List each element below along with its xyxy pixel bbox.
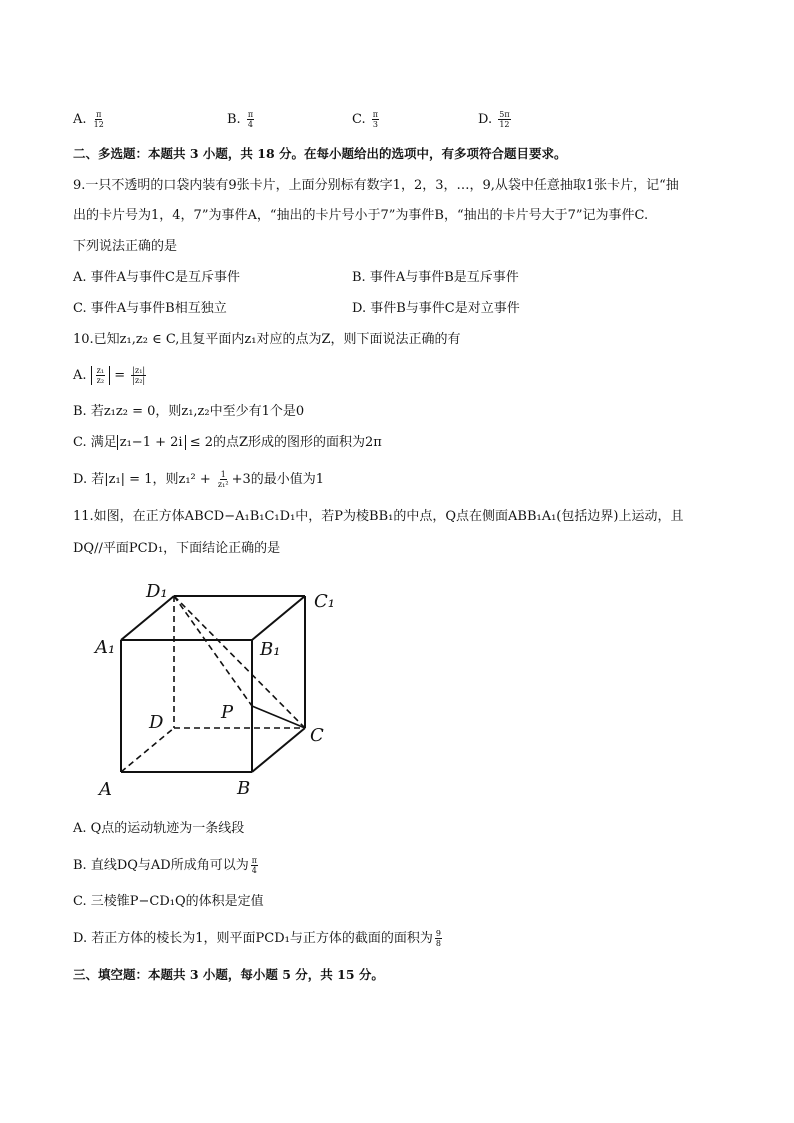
q10-option-d: D. 若|z₁| = 1，则z₁² + $\frac{1}{\text{z₁²}}$ +3的最小值为1: [73, 470, 324, 489]
q11-d-den: 8: [435, 939, 441, 948]
q10-a-lhs-den: z₂: [96, 376, 105, 385]
q11-b-num: π: [251, 856, 257, 865]
label-d1: D₁: [146, 581, 168, 602]
q8-b-num: π: [247, 110, 254, 119]
q9-line2: 出的卡片号为1，4，7”为事件A，“抽出的卡片号小于7”为事件B，“抽出的卡片号大于7”记为事件C.: [73, 208, 649, 223]
q11-b-den: 4: [251, 866, 257, 875]
q9-option-b: B. 事件A与事件B是互斥事件: [352, 270, 519, 285]
label-p: P: [221, 702, 234, 723]
q10-a-lhs-num: z₁: [96, 366, 105, 375]
label-a1: A₁: [95, 637, 116, 658]
q8-b-den: 4: [247, 120, 253, 129]
q8-a-den: 12: [93, 120, 104, 129]
section2-header: 二、多选题：本题共 3 小题，共 18 分。在每小题给出的选项中，有多项符合题目要求。: [73, 146, 567, 161]
q8-a-num: π: [96, 110, 102, 119]
label-c1: C₁: [314, 591, 335, 612]
edge-b-c: [252, 728, 305, 772]
q11-option-c: C. 三棱锥P−CD₁Q的体积是定值: [73, 894, 264, 909]
q10-a-rhs-den: |z₂|: [132, 376, 146, 385]
q8-option-a: A. $\frac{\pi}{12}$: [73, 110, 104, 129]
label-c: C: [310, 725, 324, 746]
q10-stem: 10.已知z₁,z₂ ∈ C,且复平面内z₁对应的点为Z，则下面说法正确的有: [73, 332, 461, 347]
q9-option-a: A. 事件A与事件C是互斥事件: [73, 270, 240, 285]
q10-d-den: z₁²: [217, 480, 229, 489]
label-b: B: [237, 778, 251, 799]
q10-option-a: A. $\frac{\text{z₁}}{\text{z₂}}$ = $\frac{\text{|z₁|}}{\text{|z₂|}}$: [73, 366, 146, 385]
q11-option-b: B. 直线DQ与AD所成角可以为 $\frac{\pi}{4}$: [73, 856, 257, 875]
segment-d1-p: [174, 596, 252, 706]
q8-d-den: 12: [499, 120, 510, 129]
q10-option-b: B. 若z₁z₂ = 0，则z₁,z₂中至少有1个是0: [73, 404, 305, 419]
segment-d1-c: [174, 596, 305, 728]
label-a: A: [99, 779, 112, 800]
segment-p-c: [252, 706, 305, 728]
q11-line2: DQ//平面PCD₁，下面结论正确的是: [73, 541, 281, 556]
q8-option-b: B. $\frac{\pi}{4}$: [227, 110, 254, 129]
q10-c-abs: z₁−1 + 2i: [117, 435, 186, 450]
q8-c-num: π: [372, 110, 379, 119]
edge-a-d: [121, 728, 174, 772]
q8-option-c: C. $\frac{\pi}{3}$: [352, 110, 379, 129]
q9-line3: 下列说法正确的是: [73, 239, 178, 254]
q10-option-c: C. 满足 z₁−1 + 2i ≤ 2的点Z形成的图形的面积为2π: [73, 435, 382, 450]
q11-option-d: D. 若正方体的棱长为1，则平面PCD₁与正方体的截面的面积为 $\frac{9}{8}$: [73, 929, 441, 948]
q11-line1: 11.如图，在正方体ABCD−A₁B₁C₁D₁中，若P为棱BB₁的中点，Q点在侧面ABB₁A₁(包括边界)上运动，且: [73, 509, 684, 524]
section3-header: 三、填空题：本题共 3 小题，每小题 5 分，共 15 分。: [73, 967, 384, 982]
q10-a-rhs-num: |z₁|: [132, 366, 146, 375]
edge-a1-d1: [121, 596, 174, 640]
edge-b1-c1: [252, 596, 305, 640]
label-b1: B₁: [260, 639, 281, 660]
q10-d-num: 1: [220, 470, 226, 479]
q8-c-den: 3: [372, 120, 378, 129]
q11-option-a: A. Q点的运动轨迹为一条线段: [73, 821, 245, 836]
q11-d-num: 9: [435, 929, 441, 938]
q9-option-d: D. 事件B与事件C是对立事件: [352, 301, 520, 316]
q8-option-d: D. $\frac{5\pi}{12}$: [478, 110, 510, 129]
q8-d-num: 5π: [499, 110, 510, 119]
q9-option-c: C. 事件A与事件B相互独立: [73, 301, 227, 316]
label-d: D: [149, 712, 164, 733]
q9-line1: 9.一只不透明的口袋内装有9张卡片，上面分别标有数字1，2，3，…，9,从袋中任意抽取1张卡片，记“抽: [73, 178, 679, 193]
cube-figure: [90, 575, 350, 805]
